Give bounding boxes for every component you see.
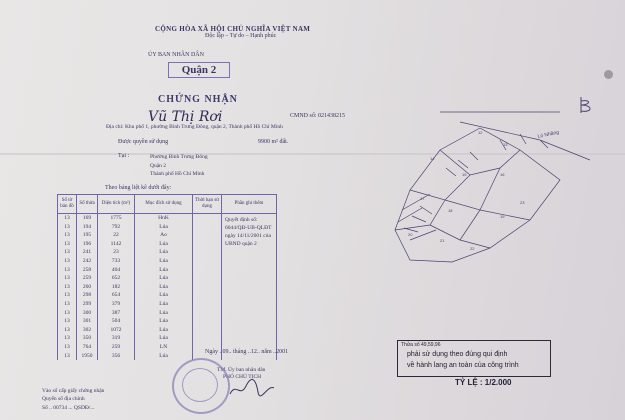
table-cell: LN <box>135 343 193 352</box>
col-header: Mục đích sử dụng <box>135 195 193 214</box>
svg-text:16: 16 <box>500 172 505 177</box>
table-cell: 260 <box>77 283 98 292</box>
notes-cell: Quyết định số: 6044/QĐ-UB-QLĐT ngày 14/11/2001 của UBND quận 2 <box>222 214 277 361</box>
id-number: CMND số: 021438215 <box>290 113 346 119</box>
table-cell: HnK <box>135 214 193 223</box>
area-value: 9900 m² đất. <box>258 139 289 145</box>
table-cell: Lúa <box>135 240 193 249</box>
table-cell: 379 <box>98 300 135 309</box>
table-cell: 23 <box>98 248 135 257</box>
table-cell: Lúa <box>135 334 193 343</box>
table-cell: 13 <box>58 266 77 275</box>
col-header: Số thửa <box>77 195 98 214</box>
table-cell: 194 <box>77 223 98 232</box>
map-scale: TỶ LỆ : 1/2.000 <box>455 378 512 387</box>
table-cell: 733 <box>98 257 135 266</box>
svg-text:13: 13 <box>503 142 508 147</box>
table-cell: 301 <box>77 317 98 326</box>
table-cell: 13 <box>58 240 77 249</box>
table-cell: 13 <box>58 334 77 343</box>
table-cell: Lúa <box>135 300 193 309</box>
table-cell: 13 <box>58 231 77 240</box>
signing-date: Ngày ..09.. tháng ..12.. năm ..2001 <box>205 349 289 355</box>
table-cell: 22 <box>98 231 135 240</box>
table-cell: 350 <box>77 334 98 343</box>
table-cell: 13 <box>58 248 77 257</box>
table-cell: 259 <box>77 274 98 283</box>
table-cell: 299 <box>77 300 98 309</box>
svg-text:15: 15 <box>462 172 467 177</box>
table-cell: Lúa <box>135 283 193 292</box>
table-cell: 169 <box>77 214 98 223</box>
svg-text:19: 19 <box>500 214 505 219</box>
table-cell: Lúa <box>135 326 193 335</box>
register-title: Vào sổ cấp giấy chứng nhận <box>42 388 105 394</box>
list-intro: Theo bảng liệt kê dưới đây: <box>105 185 172 191</box>
table-cell: 356 <box>98 352 135 361</box>
table-cell: 13 <box>58 300 77 309</box>
table-cell: 387 <box>98 309 135 318</box>
road-label: Lò Nhăng <box>537 129 560 140</box>
table-cell: 764 <box>77 343 98 352</box>
register-code: Số .. 00734 ... QSDĐ/... <box>42 405 95 411</box>
svg-text:23: 23 <box>520 200 525 205</box>
stamp-line-2: về hành lang an toàn của công trình <box>407 362 519 369</box>
table-cell: 13 <box>58 309 77 318</box>
svg-text:12: 12 <box>478 130 483 135</box>
map-mark <box>577 95 595 115</box>
area-label: Được quyền sử dụng <box>118 139 169 145</box>
corridor-stamp <box>397 340 551 377</box>
district-box: Quận 2 <box>168 62 230 78</box>
col-header: Diện tích (m²) <box>98 195 135 214</box>
table-cell: 654 <box>98 291 135 300</box>
svg-text:14: 14 <box>430 156 435 161</box>
table-cell: 1775 <box>98 214 135 223</box>
stamp-line-1: phải sử dụng theo đúng qui định <box>407 351 508 358</box>
table-cell: 13 <box>58 291 77 300</box>
table-cell: 195 <box>77 231 98 240</box>
table-cell: 13 <box>58 326 77 335</box>
table-cell: 13 <box>58 343 77 352</box>
table-cell: Lúa <box>135 266 193 275</box>
table-cell: 298 <box>77 291 98 300</box>
table-cell: Lúa <box>135 317 193 326</box>
table-cell: 13 <box>58 352 77 361</box>
table-cell: 1072 <box>98 326 135 335</box>
table-cell: 652 <box>98 274 135 283</box>
table-cell: Lúa <box>135 223 193 232</box>
certificate-title: CHỨNG NHẬN <box>158 94 238 105</box>
table-cell: 13 <box>58 257 77 266</box>
svg-text:21: 21 <box>440 238 445 243</box>
location-ward: Phường Bình Trưng Đông <box>150 154 208 160</box>
col-header: Phần ghi thêm <box>222 195 277 214</box>
table-cell: Ao <box>135 231 193 240</box>
table-cell: 196 <box>77 240 98 249</box>
col-header: Số tờ bản đồ <box>58 195 77 214</box>
table-cell: 241 <box>77 248 98 257</box>
table-cell: 319 <box>98 334 135 343</box>
national-motto: Độc lập – Tự do – Hạnh phúc <box>205 33 277 39</box>
table-cell: Lúa <box>135 309 193 318</box>
location-city: Thành phố Hồ Chí Minh <box>150 171 205 177</box>
register-book: Quyển số địa chính <box>42 396 85 402</box>
table-cell: 13 <box>58 317 77 326</box>
committee-label: ỦY BAN NHÂN DÂN <box>148 52 204 58</box>
table-cell: 504 <box>98 317 135 326</box>
table-cell: 404 <box>98 266 135 275</box>
table-cell: 182 <box>98 283 135 292</box>
table-cell: Lúa <box>135 248 193 257</box>
table-cell: 13 <box>58 283 77 292</box>
location-district: Quận 2 <box>150 163 167 169</box>
svg-text:18: 18 <box>448 208 453 213</box>
owner-address: Địa chỉ: Khu phố 1, phường Bình Trưng Đông, quận 2, Thành phố Hồ Chí Minh <box>106 124 283 130</box>
svg-text:20: 20 <box>408 232 413 237</box>
svg-text:22: 22 <box>470 246 475 251</box>
owner-name: Vũ Thị Rơi <box>148 109 223 125</box>
table-cell: 1142 <box>98 240 135 249</box>
table-cell: Lúa <box>135 274 193 283</box>
table-cell: 300 <box>77 309 98 318</box>
table-cell: 259 <box>98 343 135 352</box>
stamp-parcels: Thửa số 49,59,96 <box>401 342 441 348</box>
signing-role: PHÓ CHỦ TỊCH <box>223 374 262 380</box>
table-cell: 13 <box>58 274 77 283</box>
table-cell: 242 <box>77 257 98 266</box>
table-cell: 792 <box>98 223 135 232</box>
table-cell: 13 <box>58 223 77 232</box>
table-cell: 13 <box>58 214 77 223</box>
table-cell: Lúa <box>135 257 193 266</box>
table-cell: 302 <box>77 326 98 335</box>
table-cell: Lúa <box>135 291 193 300</box>
table-cell: 258 <box>77 266 98 275</box>
table-cell: 1950 <box>77 352 98 361</box>
svg-text:17: 17 <box>420 196 425 201</box>
republic-heading: CỘNG HÒA XÃ HỘI CHỦ NGHĨA VIỆT NAM <box>155 25 311 33</box>
signing-org: TM. Ủy ban nhân dân <box>217 367 266 373</box>
col-header: Thời hạn sử dụng <box>193 195 222 214</box>
table-cell: Lúa <box>135 352 193 361</box>
location-label: Tại : <box>118 153 130 159</box>
